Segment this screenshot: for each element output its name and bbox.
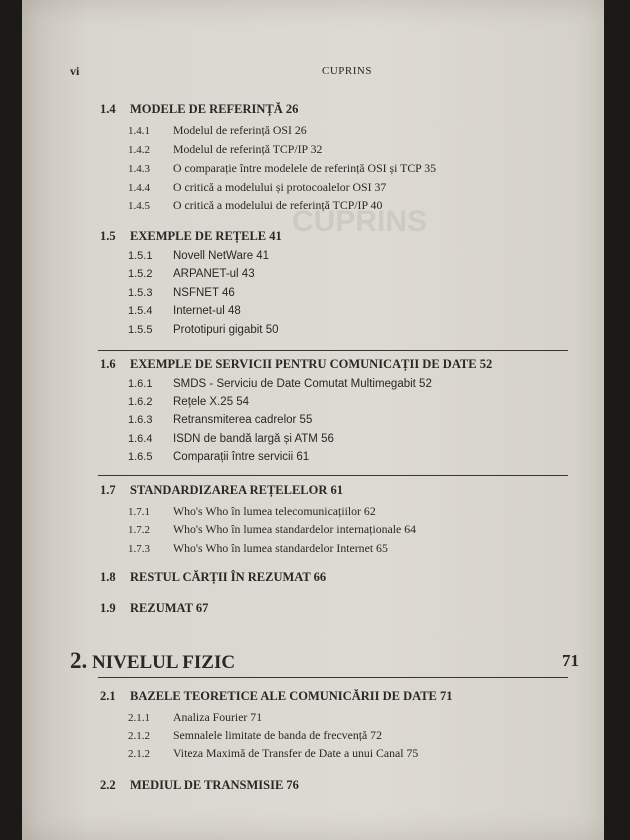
section-title: EXEMPLE DE REȚELE 41 (130, 229, 282, 243)
entry-number: 1.4.1 (128, 125, 150, 137)
entry-number: 1.6.2 (128, 396, 153, 408)
entry-text: Viteza Maximă de Transfer de Date a unui Canal 75 (173, 746, 419, 760)
toc-entry (128, 161, 436, 176)
entry-number: 2.1.2 (128, 730, 150, 742)
section-number: 1.7 (100, 483, 116, 497)
section-title: REZUMAT 67 (130, 601, 209, 615)
section-number: 2.1 (100, 689, 116, 703)
bleed-through-decoration: CUPRINS (292, 205, 428, 238)
page-number: vi (70, 64, 80, 78)
section-number: 1.4 (100, 102, 116, 116)
section-heading (100, 778, 299, 793)
chapter-page-number: 71 (562, 651, 579, 670)
entry-text: Who's Who în lumea standardelor Internet 65 (173, 541, 388, 555)
entry-text: Internet-ul 48 (173, 305, 241, 317)
section-heading (100, 601, 208, 616)
entry-text: ISDN de bandă largă și ATM 56 (173, 433, 334, 445)
entry-text: Modelul de referință TCP/IP 32 (173, 142, 323, 156)
entry-number: 1.5.2 (128, 268, 153, 280)
section-divider (98, 350, 568, 351)
entry-text: Comparații între servicii 61 (173, 451, 310, 463)
entry-text: Retransmiterea cadrelor 55 (173, 414, 313, 426)
toc-entry (128, 746, 418, 761)
entry-text: O comparație între modelele de referință OSI și TCP 35 (173, 161, 437, 175)
section-heading (100, 357, 492, 372)
section-title: EXEMPLE DE SERVICII PENTRU COMUNICAȚII DE DATE 52 (130, 357, 493, 371)
section-title: MEDIUL DE TRANSMISIE 76 (130, 778, 299, 792)
section-number: 1.8 (100, 570, 116, 584)
entry-number: 1.7.1 (128, 506, 150, 518)
entry-number: 1.7.2 (128, 524, 150, 536)
toc-entry (128, 522, 416, 537)
section-number: 1.6 (100, 357, 116, 371)
toc-entry (128, 728, 382, 743)
section-title: RESTUL CĂRȚII ÎN REZUMAT 66 (130, 570, 327, 584)
section-heading (100, 229, 282, 244)
chapter-heading (70, 648, 235, 674)
chapter-divider (98, 677, 568, 678)
toc-entry (128, 433, 334, 445)
toc-entry (128, 324, 278, 336)
section-title: MODELE DE REFERINȚĂ 26 (130, 102, 299, 116)
toc-entry (128, 198, 382, 213)
entry-number: 1.4.2 (128, 144, 150, 156)
toc-entry (128, 710, 262, 725)
toc-entry (128, 541, 388, 556)
toc-entry (128, 142, 322, 157)
entry-text: Novell NetWare 41 (173, 250, 270, 262)
toc-entry (128, 268, 255, 280)
section-title: BAZELE TEORETICE ALE COMUNICĂRII DE DATE 71 (130, 689, 453, 703)
entry-number: 1.4.3 (128, 163, 150, 175)
toc-entry (128, 504, 376, 519)
toc-entry (128, 305, 241, 317)
book-page (22, 0, 604, 840)
entry-text: SMDS - Serviciu de Date Comutat Multimegabit 52 (173, 378, 432, 390)
section-divider (98, 475, 568, 476)
entry-number: 1.6.3 (128, 414, 153, 426)
entry-number: 1.7.3 (128, 543, 150, 555)
entry-text: Semnalele limitate de banda de frecvență 72 (173, 728, 382, 742)
toc-entry (128, 378, 432, 390)
entry-text: Who's Who în lumea standardelor internaționale 64 (173, 522, 417, 536)
toc-entry (128, 287, 235, 299)
entry-number: 2.1.2 (128, 748, 150, 760)
entry-number: 1.5.3 (128, 287, 153, 299)
entry-text: Who's Who în lumea telecomunicațiilor 62 (173, 504, 376, 518)
section-heading (100, 689, 453, 704)
section-number: 2.2 (100, 778, 116, 792)
entry-number: 1.5.4 (128, 305, 153, 317)
toc-entry (128, 180, 386, 195)
toc-entry (128, 123, 307, 138)
toc-entry (128, 396, 249, 408)
entry-number: 1.6.4 (128, 433, 153, 445)
entry-number: 2.1.1 (128, 712, 150, 724)
section-heading (100, 570, 326, 585)
entry-text: O critică a modelului de referință TCP/IP 40 (173, 198, 383, 212)
entry-text: Rețele X.25 54 (173, 396, 250, 408)
toc-entry (128, 451, 309, 463)
entry-text: Modelul de referință OSI 26 (173, 123, 307, 137)
entry-text: Prototipuri gigabit 50 (173, 324, 279, 336)
entry-number: 1.4.4 (128, 182, 150, 194)
section-heading (100, 102, 298, 117)
entry-number: 1.5.5 (128, 324, 153, 336)
entry-number: 1.5.1 (128, 250, 153, 262)
chapter-title: NIVELUL FIZIC (92, 652, 236, 673)
entry-text: Analiza Fourier 71 (173, 710, 263, 724)
entry-number: 1.4.5 (128, 200, 150, 212)
section-title: STANDARDIZAREA REȚELELOR 61 (130, 483, 344, 497)
running-title: CUPRINS (322, 65, 372, 77)
section-number: 1.5 (100, 229, 116, 243)
entry-text: ARPANET-ul 43 (173, 268, 255, 280)
entry-text: O critică a modelului și protocoalelor OSI 37 (173, 180, 387, 194)
toc-entry (128, 250, 269, 262)
toc-entry (128, 414, 312, 426)
section-number: 1.9 (100, 601, 116, 615)
chapter-number: 2. (70, 648, 88, 673)
section-heading (100, 483, 343, 498)
entry-number: 1.6.5 (128, 451, 153, 463)
entry-text: NSFNET 46 (173, 287, 235, 299)
entry-number: 1.6.1 (128, 378, 153, 390)
